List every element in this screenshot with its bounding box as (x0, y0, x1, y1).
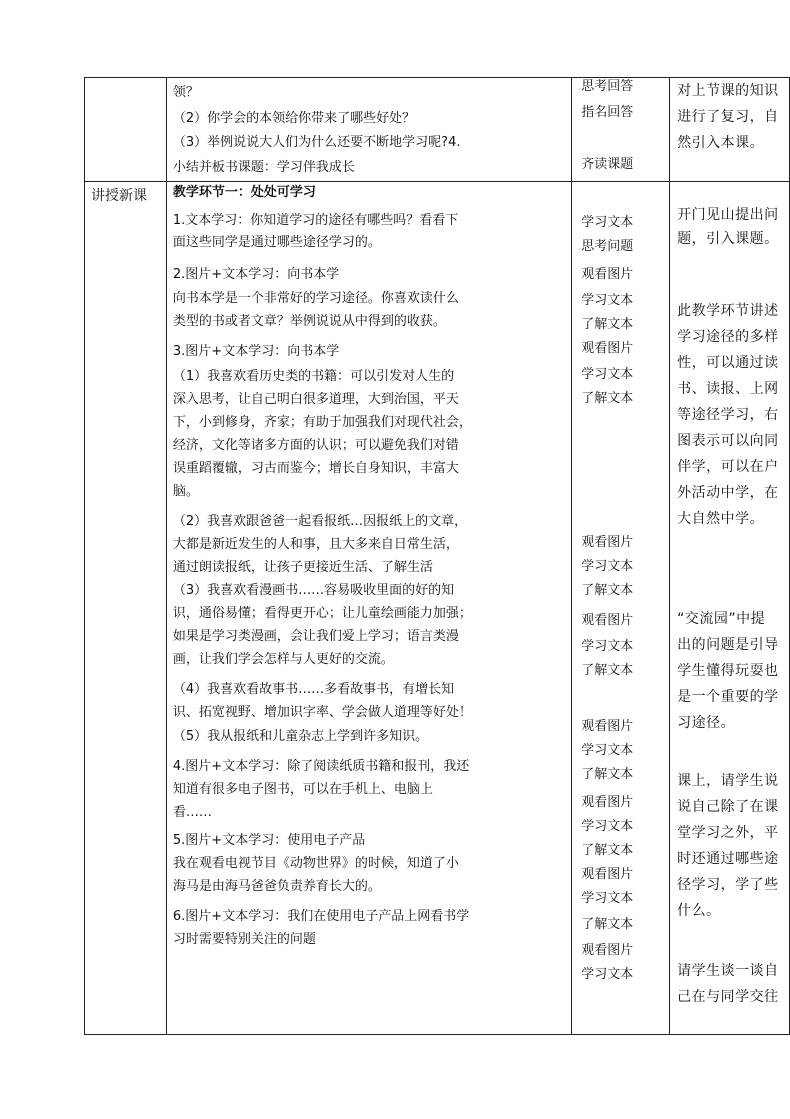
content-line: 我在观看电视节目《动物世界》的时候，知道了小 (172, 856, 459, 871)
activity-line: 观看图片 (581, 267, 634, 282)
activity-line: 学习文本 (581, 891, 634, 906)
activity-line: 思考回答 (581, 79, 634, 94)
intent-line: “交流园”中提 (677, 611, 766, 627)
content-line: 误重蹈覆辙，习古而鉴今；增长自身知识，丰富大 (172, 461, 459, 476)
content-line: （2）你学会的本领给你带来了哪些好处？ (172, 111, 416, 126)
content-line: 向书本学是一个非常好的学习途径。你喜欢读什么 (172, 291, 459, 306)
stage-label: 讲授新课 (85, 182, 167, 1035)
activity-line: 学习文本 (581, 967, 634, 982)
content-line: （5）我从报纸和儿童杂志上学到许多知识。 (172, 729, 429, 744)
activity-line: 观看图片 (581, 943, 634, 958)
intent-line: 习途径。 (677, 715, 736, 731)
content-line: 3.图片+文本学习：向书本学 (172, 344, 340, 359)
content-line: （4）我喜欢看故事书……多看故事书，有增长知 (172, 682, 455, 697)
content-line: 5.图片+文本学习：使用电子产品 (172, 833, 366, 848)
row-review (85, 78, 790, 182)
activity-line: 了解文本 (581, 317, 634, 332)
content-line: 下，小到修身，齐家；有助于加强我们对现代社会， (172, 415, 472, 430)
intent-line: 己在与同学交往 (677, 989, 779, 1005)
content-line: 画，让我们学会怎样与人更好的交流。 (172, 652, 394, 667)
content-line: 习时需要特别关注的问题 (172, 932, 316, 947)
activity-line: 学习文本 (581, 293, 634, 308)
content-line: 6.图片+文本学习：我们在使用电子产品上网看书学 (172, 909, 470, 924)
intent-line: 大自然中学。 (677, 511, 765, 527)
intent-line: 时还通过哪些途 (677, 851, 779, 867)
content-line: 类型的书或者文章？举例说说从中得到的收获。 (172, 314, 446, 329)
intent-cell (670, 78, 790, 182)
content-line: （2）我喜欢跟爸爸一起看报纸…因报纸上的文章， (172, 514, 468, 529)
section-heading: 教学环节一：处处可学习 (172, 185, 316, 200)
intent-line: 是一个重要的学 (677, 689, 779, 705)
intent-line: 性，可以通过读 (677, 355, 779, 371)
activity-line: 齐读课题 (581, 157, 634, 172)
intent-line: 此教学环节讲述 (677, 303, 779, 319)
intent-line: 请学生谈一谈自 (677, 963, 779, 979)
intent-line: 学生懂得玩耍也 (677, 663, 779, 679)
content-line: 面这些同学是通过哪些途径学习的。 (172, 235, 381, 250)
activity-cell (572, 182, 670, 1035)
content-line: 大都是新近发生的人和事，且大多来自日常生活， (172, 537, 459, 552)
activity-line: 了解文本 (581, 663, 634, 678)
intent-line: 进行了复习，自 (677, 109, 779, 125)
intent-line: 书、读报、上网 (677, 381, 779, 397)
intent-line: 径学习，学了些 (677, 877, 779, 893)
content-line: （1）我喜欢看历史类的书籍：可以引发对人生的 (172, 369, 455, 384)
intent-line: 外活动中学，在 (677, 485, 779, 501)
intent-line: 堂学习之外，平 (677, 825, 779, 841)
activity-line: 学习文本 (581, 215, 634, 230)
activity-line: 学习文本 (581, 819, 634, 834)
content-line: 4.图片+文本学习：除了阅读纸质书籍和报刊，我还 (172, 759, 470, 774)
content-line: （3）我喜欢看漫画书……容易吸收里面的好的知 (172, 583, 455, 598)
activity-line: 观看图片 (581, 535, 634, 550)
activity-line: 思考问题 (581, 239, 634, 254)
content-line: 1.文本学习：你知道学习的途径有哪些吗？看看下 (172, 213, 459, 228)
intent-line: 等途径学习，右 (677, 407, 779, 423)
content-line: 识，通俗易懂；看得更开心；让儿童绘画能力加强； (172, 606, 472, 621)
activity-line: 指名回答 (581, 105, 634, 120)
intent-line: 对上节课的知识 (677, 83, 779, 99)
activity-line: 了解文本 (581, 917, 634, 932)
activity-line: 了解文本 (581, 391, 634, 406)
stage-cell-empty (85, 78, 167, 182)
activity-line: 学习文本 (581, 367, 634, 382)
content-line: 看…… (172, 805, 212, 820)
content-line: （3）举例说说大人们为什么还要不断地学习呢?4. (172, 135, 461, 150)
content-line: 通过朗读报纸，让孩子更接近生活、了解生活 (172, 560, 433, 575)
intent-cell (670, 182, 790, 1035)
content-line: 领？ (172, 85, 199, 100)
intent-line: 伴学，可以在户 (677, 459, 779, 475)
intent-line: 然引入本课。 (677, 135, 765, 151)
content-line: 小结并板书课题：学习伴我成长 (172, 160, 355, 175)
content-line: 如果是学习类漫画，会让我们爱上学习；语言类漫 (172, 629, 459, 644)
activity-line: 了解文本 (581, 767, 634, 782)
activity-line: 观看图片 (581, 613, 634, 628)
activity-cell (572, 78, 670, 182)
intent-line: 题，引入课题。 (677, 231, 779, 247)
row-new-lesson (85, 182, 790, 1035)
intent-line: 图表示可以向同 (677, 433, 779, 449)
content-line: 2.图片+文本学习：向书本学 (172, 267, 340, 282)
intent-line: 课上，请学生说 (677, 773, 779, 789)
lesson-plan-table (84, 77, 790, 1035)
intent-line: 什么。 (677, 903, 721, 919)
intent-line: 开门见山提出问 (677, 207, 779, 223)
activity-line: 观看图片 (581, 341, 634, 356)
activity-line: 观看图片 (581, 795, 634, 810)
activity-line: 观看图片 (581, 867, 634, 882)
activity-line: 了解文本 (581, 583, 634, 598)
activity-line: 学习文本 (581, 559, 634, 574)
intent-line: 学习途径的多样 (677, 329, 779, 345)
intent-line: 说自己除了在课 (677, 799, 779, 815)
content-cell (166, 78, 571, 182)
content-line: 深入思考，让自己明白很多道理，大到治国，平天 (172, 392, 459, 407)
content-line: 识、拓宽视野、增加识字率、学会做人道理等好处！ (172, 705, 472, 720)
content-cell (166, 182, 571, 1035)
intent-line: 出的问题是引导 (677, 637, 779, 653)
content-line: 知道有很多电子图书，可以在手机上、电脑上 (172, 782, 433, 797)
activity-line: 观看图片 (581, 719, 634, 734)
content-line: 经济，文化等诸多方面的认识；可以避免我们对错 (172, 438, 459, 453)
content-line: 脑。 (172, 484, 199, 499)
activity-line: 了解文本 (581, 843, 634, 858)
activity-line: 学习文本 (581, 639, 634, 654)
activity-line: 学习文本 (581, 743, 634, 758)
content-line: 海马是由海马爸爸负责养育长大的。 (172, 879, 381, 894)
